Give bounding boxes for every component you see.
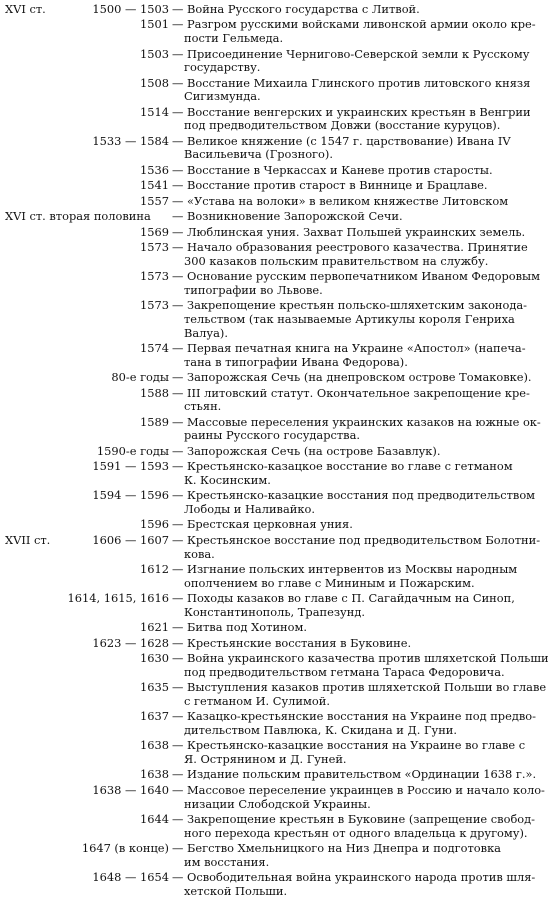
chronology-entry	[5, 77, 551, 104]
entry-description	[172, 637, 551, 651]
entry-date: 1644	[140, 812, 169, 827]
description-line: — Закрепощение крестьян в Буковине (запрещение свобод-	[172, 812, 536, 827]
description-line: низации Слободской Украины.	[184, 796, 371, 811]
description-line: 300 казаков польским правительством на службу.	[184, 253, 489, 268]
chronology-entry	[5, 135, 551, 162]
description-line: под предводительством Довжи (восстание куруцов).	[184, 118, 501, 133]
description-line: — Массовое переселение украинцев в Россию и начало коло-	[172, 782, 545, 797]
chronology-entry	[5, 106, 551, 133]
description-line: тельством (так называемые Артикулы короля Генриха	[184, 312, 515, 327]
entry-description	[172, 739, 551, 766]
entry-date: 1514	[140, 104, 169, 119]
entry-description	[172, 179, 551, 193]
entry-date: 1508	[140, 75, 169, 90]
entry-description	[172, 871, 551, 898]
entry-date: 1557	[140, 193, 169, 208]
description-line: — Запорожская Сечь (на днепровском острове Томаковке).	[172, 370, 532, 385]
description-line: К. Косинским.	[184, 472, 271, 487]
description-line: Константинополь, Трапезунд.	[184, 604, 365, 619]
chronology-entry	[5, 460, 551, 487]
chronology-entry	[5, 342, 551, 369]
description-line: — Закрепощение крестьян польско-шляхетским законода-	[172, 298, 528, 313]
description-line: Валуа).	[184, 325, 228, 340]
description-line: — Освободительная война украинского народа против шля-	[172, 870, 536, 885]
entry-date: 1614, 1615, 1616	[67, 591, 169, 606]
entry-date: 1573	[140, 298, 169, 313]
description-line: — Основание русским первопечатником Иваном Федоровым	[172, 269, 540, 284]
description-line: стьян.	[184, 399, 222, 414]
century-label: XVI ст. вторая половина	[5, 209, 151, 224]
description-line: — Крестьянско-казацкие восстания под предводительством	[172, 488, 536, 503]
chronology-entry	[5, 270, 551, 297]
description-line: — Выступления казаков против шляхетской Польши во главе	[172, 680, 547, 695]
entry-description	[172, 489, 551, 516]
entry-date: 1623 — 1628	[92, 635, 169, 650]
entry-description	[172, 164, 551, 178]
entry-description	[172, 270, 551, 297]
century-label: XVI ст.	[5, 2, 46, 16]
chronology-entry	[5, 195, 551, 209]
chronology-entry	[5, 621, 551, 635]
chronology-entry	[5, 681, 551, 708]
entry-date: 1638	[140, 738, 169, 753]
description-line: — Восстание венгерских и украинских крестьян в Венгрии	[172, 104, 531, 119]
entry-date: 1569	[140, 224, 169, 239]
description-line: — Походы казаков во главе с П. Сагайдачным на Синоп,	[172, 591, 515, 606]
entry-description	[172, 652, 551, 679]
description-line: Сигизмунда.	[184, 89, 261, 104]
entry-date: 1612	[140, 562, 169, 577]
entry-date: 1588	[140, 385, 169, 400]
entry-date: 1647 (в конце)	[81, 841, 169, 856]
description-line: пости Гельмеда.	[184, 31, 284, 46]
entry-date: 1594 — 1596	[92, 488, 169, 503]
entry-date: 1638	[140, 767, 169, 782]
chronology-entry	[5, 784, 551, 811]
description-line: под предводительством гетмана Тараса Федоровича.	[184, 664, 505, 679]
description-line: — Разгром русскими войсками ливонской армии около кре-	[172, 17, 536, 32]
description-line: типографии во Львове.	[184, 282, 323, 297]
description-line: — Битва под Хотином.	[172, 620, 307, 635]
entry-date: 1630	[140, 651, 169, 666]
entry-description	[172, 299, 551, 340]
entry-description	[172, 681, 551, 708]
description-line: — Присоединение Чернигово-Северской земли к Русскому	[172, 46, 530, 61]
description-line: — Издание польским правительством «Ординации 1638 г.».	[172, 767, 537, 782]
entry-date: 1533 — 1584	[92, 133, 169, 148]
entry-description	[172, 416, 551, 443]
entry-description	[172, 842, 551, 869]
chronology-entry	[5, 652, 551, 679]
description-line: — Запорожская Сечь (на острове Базавлук).	[172, 443, 441, 458]
entry-date: 1541	[140, 178, 169, 193]
description-line: Лободы и Наливайко.	[184, 502, 315, 516]
entry-date: 1574	[140, 341, 169, 356]
description-line: ополчением во главе с Мининым и Пожарским.	[184, 575, 475, 590]
description-line: — Восстание в Черкассах и Каневе против старосты.	[172, 162, 493, 177]
chronology-entry	[5, 445, 551, 459]
entry-description	[172, 563, 551, 590]
entry-description	[172, 534, 551, 561]
entry-date: 1621	[140, 620, 169, 635]
chronology-entry	[5, 226, 551, 240]
entry-date: 1589	[140, 414, 169, 429]
entry-date: 1503	[140, 46, 169, 61]
entry-description	[172, 342, 551, 369]
chronology-entry	[5, 179, 551, 193]
chronology-entry	[5, 518, 551, 532]
chronology-entry	[5, 563, 551, 590]
entry-description	[172, 3, 551, 17]
entry-description	[172, 18, 551, 45]
description-line: Я. Острянином и Д. Гуней.	[184, 752, 347, 766]
description-line: Васильевича (Грозного).	[184, 147, 333, 162]
entry-description	[172, 813, 551, 840]
entry-description	[172, 710, 551, 737]
entry-date: 1573	[140, 269, 169, 284]
description-line: — Крестьянские восстания в Буковине.	[172, 635, 412, 650]
description-line: — Великое княжение (с 1547 г. царствование) Ивана IV	[172, 133, 511, 148]
description-line: — Крестьянское восстание под предводительством Болотни-	[172, 532, 541, 547]
description-line: им восстания.	[184, 854, 270, 869]
entry-description	[172, 241, 551, 268]
description-line: — Восстание против старост в Виннице и Брацлаве.	[172, 178, 488, 193]
chronology-entry	[5, 489, 551, 516]
entry-description	[172, 768, 551, 782]
entry-description	[172, 195, 551, 209]
entry-date: 1638 — 1640	[92, 782, 169, 797]
chronology-entry	[5, 299, 551, 340]
entry-description	[172, 621, 551, 635]
description-line: — Первая печатная книга на Украине «Апостол» (напеча-	[172, 341, 526, 356]
description-line: с гетманом И. Сулимой.	[184, 693, 330, 708]
entry-description	[172, 592, 551, 619]
entry-description	[172, 371, 551, 385]
entry-description	[172, 210, 551, 224]
chronology-entry	[5, 842, 551, 869]
description-line: — Люблинская уния. Захват Польшей украинских земель.	[172, 224, 526, 239]
chronology-entry	[5, 164, 551, 178]
entry-description	[172, 460, 551, 487]
description-line: — Крестьянско-казацкое восстание во главе с гетманом	[172, 459, 513, 474]
chronology-entry	[5, 871, 551, 898]
chronology-entry	[5, 18, 551, 45]
entry-date: 1573	[140, 240, 169, 255]
chronology-entry	[5, 371, 551, 385]
entry-description	[172, 387, 551, 414]
description-line: — Бегство Хмельницкого на Низ Днепра и подготовка	[172, 841, 501, 856]
description-line: — Крестьянско-казацкие восстания на Украине во главе с	[172, 738, 526, 753]
description-line: — III литовский статут. Окончательное закрепощение кре-	[172, 385, 530, 400]
description-line: хетской Польши.	[184, 883, 288, 898]
chronology-entry	[5, 210, 551, 224]
entry-description	[172, 48, 551, 75]
entry-date: 1637	[140, 709, 169, 724]
description-line: кова.	[184, 546, 215, 561]
chronology-entry	[5, 387, 551, 414]
description-line: — «Устава на волоки» в великом княжестве Литовском	[172, 193, 509, 208]
chronology-entry	[5, 241, 551, 268]
entry-date: 1590-е годы	[96, 443, 169, 458]
description-line: государству.	[184, 60, 261, 75]
chronology-entry	[5, 534, 551, 561]
entry-description	[172, 518, 551, 532]
description-line: — Казацко-крестьянские восстания на Украине под предво-	[172, 709, 536, 724]
entry-date: 1536	[140, 162, 169, 177]
entry-date: 1606 — 1607	[92, 532, 169, 547]
description-line: дительством Павлюка, К. Скидана и Д. Гуни.	[184, 722, 458, 737]
description-line: тана в типографии Ивана Федорова).	[184, 354, 408, 369]
entry-date: 1591 — 1593	[92, 459, 169, 474]
description-line: — Начало образования реестрового казачества. Принятие	[172, 240, 528, 255]
entry-description	[172, 226, 551, 240]
entry-date: 1648 — 1654	[92, 870, 169, 885]
entry-description	[172, 77, 551, 104]
chronology-entry	[5, 3, 551, 17]
chronology-entry	[5, 48, 551, 75]
entry-description	[172, 135, 551, 162]
description-line: — Изгнание польских интервентов из Москвы народным	[172, 562, 518, 577]
chronology-entry	[5, 710, 551, 737]
century-label: XVII ст.	[5, 532, 51, 547]
chronology-entry	[5, 592, 551, 619]
entry-date: 1596	[140, 517, 169, 532]
chronology-entry	[5, 768, 551, 782]
entry-date: 80-е годы	[111, 370, 169, 385]
description-line: — Возникновение Запорожской Сечи.	[172, 209, 403, 224]
description-line: — Война Русского государства с Литвой.	[172, 2, 420, 16]
entry-date: 1500 — 1503	[92, 2, 169, 16]
description-line: — Восстание Михаила Глинского против литовского князя	[172, 75, 531, 90]
chronology-entry	[5, 637, 551, 651]
chronology-entry	[5, 739, 551, 766]
chronology-entry	[5, 416, 551, 443]
entry-date: 1501	[140, 17, 169, 32]
entry-date: 1635	[140, 680, 169, 695]
description-line: ного перехода крестьян от одного владельца к другому).	[184, 825, 528, 840]
entry-description	[172, 445, 551, 459]
chronology-list	[5, 3, 551, 898]
chronology-entry	[5, 813, 551, 840]
description-line: — Война украинского казачества против шляхетской Польши	[172, 651, 549, 666]
entry-description	[172, 106, 551, 133]
entry-description	[172, 784, 551, 811]
description-line: раины Русского государства.	[184, 428, 361, 443]
description-line: — Массовые переселения украинских казаков на южные ок-	[172, 414, 541, 429]
description-line: — Брестская церковная уния.	[172, 517, 353, 532]
